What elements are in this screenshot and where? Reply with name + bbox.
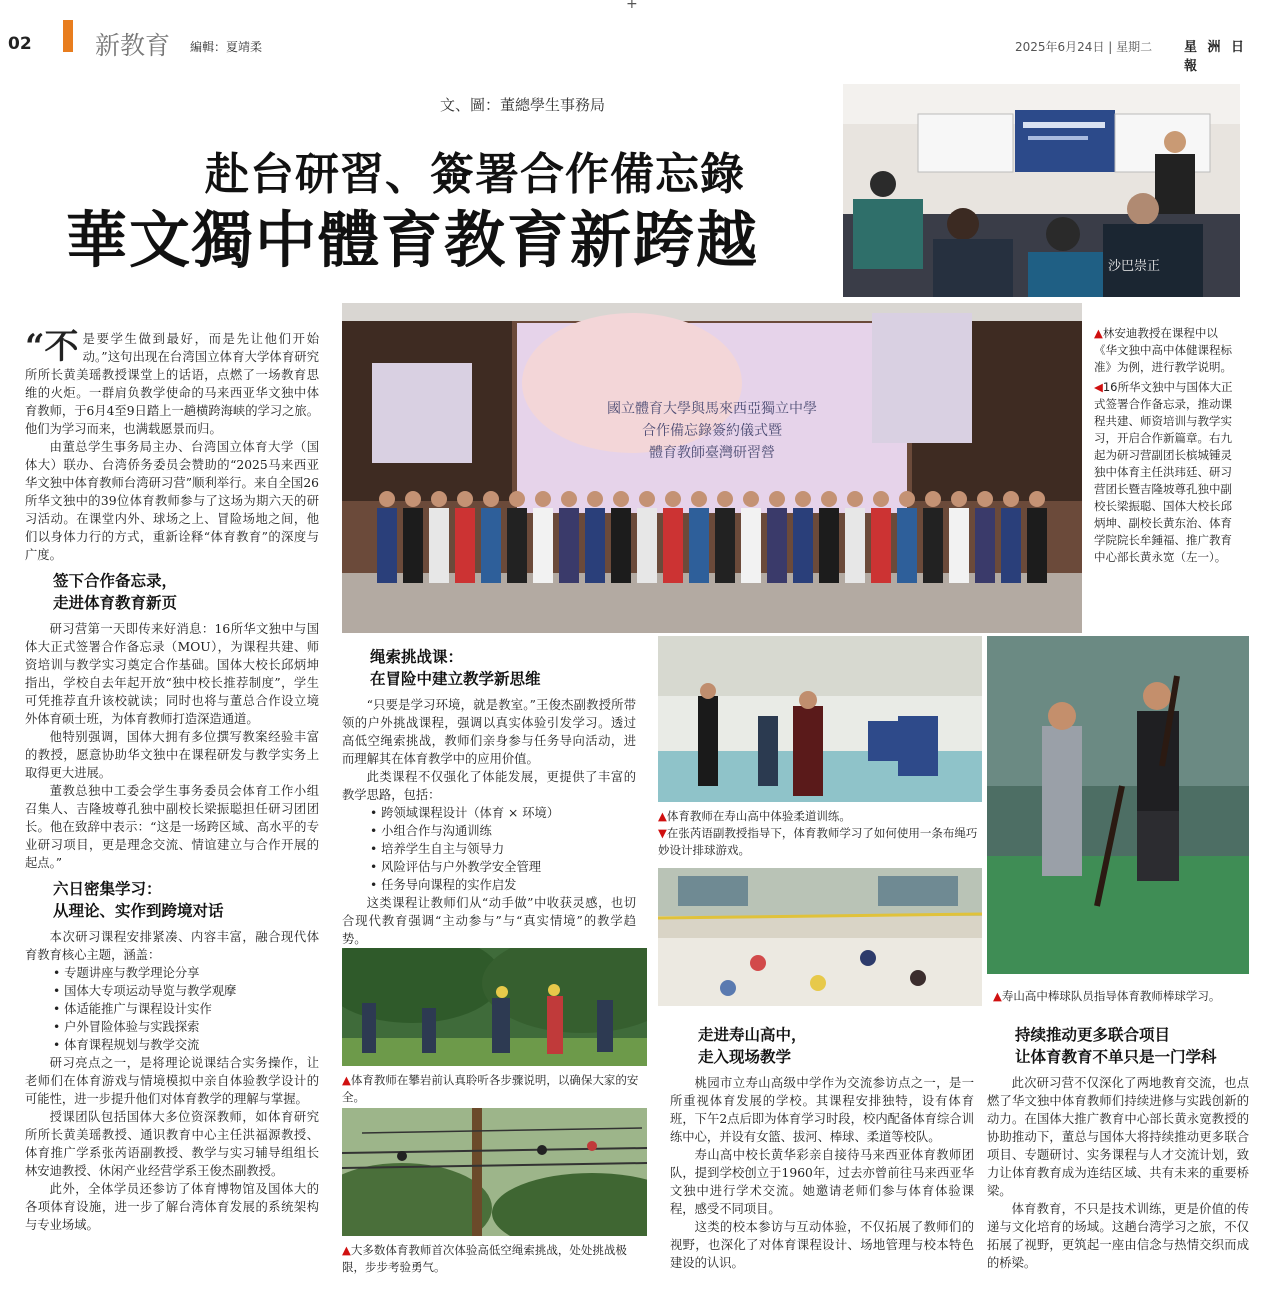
paragraph: 由董总学生事务局主办、台湾国立体育大学（国体大）联办、台湾侨务委员会赞助的“2025马来西亚华文独中体育教师台湾研习营”顺利举行。来自全国26所华文独中的39位体育教师参与了这场为期六天的研习活动。在课堂内外、球场之上、冒险场地之间，他们以身体力行的方式，重新诠释“体育教育”的深度与广度。 bbox=[25, 440, 319, 562]
person-head bbox=[977, 491, 993, 507]
person-figure bbox=[663, 508, 683, 583]
list-item: • 户外冒险体验与实践探索 bbox=[53, 1018, 319, 1036]
caption-ropes-course: ▲大多数体育教师首次体验高低空绳索挑战，处处挑战极限，步步考验勇气。 bbox=[342, 1243, 627, 1274]
banner-line-3: 體育教師臺灣研習營 bbox=[649, 445, 775, 461]
person-figure bbox=[611, 508, 631, 583]
person-head bbox=[899, 491, 915, 507]
headline-main: 華文獨中體育教育新跨越 bbox=[66, 205, 760, 276]
classroom-photo bbox=[843, 84, 1240, 297]
masthead-logo: 星 洲 日 報 bbox=[1184, 40, 1248, 74]
person-head bbox=[613, 491, 629, 507]
person-head bbox=[1003, 491, 1019, 507]
paragraph: 他特别强调，国体大拥有多位撰写教案经验丰富的教授，愿意协助华文独中在课程研发与教学实务上取得更大进展。 bbox=[25, 730, 319, 780]
person-figure bbox=[897, 508, 917, 583]
person-head bbox=[379, 491, 395, 507]
person-head bbox=[821, 491, 837, 507]
person-head bbox=[691, 491, 707, 507]
person-figure bbox=[949, 508, 969, 583]
person-figure bbox=[689, 508, 709, 583]
topics-list bbox=[25, 964, 319, 1054]
page-number: 02 bbox=[8, 34, 32, 54]
subheading-continuing: 持续推动更多联合项目 让体育教育不单只是一门学科 bbox=[1015, 1026, 1217, 1066]
person-figure bbox=[975, 508, 995, 583]
drop-cap: “不 bbox=[25, 327, 79, 367]
person-head bbox=[483, 491, 499, 507]
person-figure bbox=[403, 508, 423, 583]
person-figure bbox=[585, 508, 605, 583]
person-figure bbox=[767, 508, 787, 583]
person-figure bbox=[533, 508, 553, 583]
person-figure bbox=[871, 508, 891, 583]
person-figure bbox=[923, 508, 943, 583]
issue-date: 2025年6月24日 | 星期二 bbox=[1015, 40, 1153, 54]
subheading-shoushan: 走进寿山高中， 走入现场教学 bbox=[698, 1026, 807, 1066]
list-item: • 跨领域课程设计（体育 × 环境） bbox=[370, 804, 636, 822]
subheading-six-days: 六日密集学习： 从理论、实作到跨境对话 bbox=[53, 880, 224, 920]
person-head bbox=[769, 491, 785, 507]
person-head bbox=[951, 491, 967, 507]
person-figure bbox=[455, 508, 475, 583]
list-item: • 体育课程规划与教学交流 bbox=[53, 1036, 319, 1054]
section-accent-bar bbox=[63, 20, 73, 52]
editor-credit: 編輯：夏靖柔 bbox=[190, 40, 263, 54]
banner-line-1: 國立體育大學與馬來西亞獨立中學 bbox=[607, 401, 817, 417]
paragraph: 此次研习营不仅深化了两地教育交流，也点燃了华文独中体育教师们持续进修与实践创新的动力。在国体大推广教育中心部长黄永宽教授的协助推动下，董总与国体大将持续推动更多联合项目、专题研讨、实务课程与人才交流计划，致力让体育教育成为连结区域、共有未来的重要桥梁。 bbox=[987, 1076, 1249, 1198]
person-head bbox=[847, 491, 863, 507]
ropes-course-photo bbox=[342, 1108, 647, 1236]
caption-climbing-briefing: ▲体育教师在攀岩前认真聆听各步骤说明，以确保大家的安全。 bbox=[342, 1073, 639, 1104]
paragraph: 此类课程不仅强化了体能发展，更提供了丰富的教学思路，包括： bbox=[342, 770, 636, 802]
paragraph: 体育教育，不只是技术训练，更是价值的传递与文化培育的场域。这趟台湾学习之旅，不仅拓展了视野，更筑起一座由信念与热情交织而成的桥梁。 bbox=[987, 1202, 1249, 1270]
paragraph: 研习营第一天即传来好消息：16所华文独中与国体大正式签署合作备忘录（MOU），为课程共建、师资培训与教学实习奠定合作基础。国体大校长邱炳坤指出，学校自去年起开放“独中校长推荐制度”，学生可凭推荐直升该校就读；同时也将与董总合作设立境外体育硕士班，为体育教师打造深造通道。 bbox=[25, 622, 319, 726]
article-column-3 bbox=[670, 1024, 974, 1272]
person-figure bbox=[1027, 508, 1047, 583]
article-column-2 bbox=[342, 646, 636, 948]
list-item: • 风险评估与户外教学安全管理 bbox=[370, 858, 636, 876]
paragraph: 研习亮点之一，是将理论说课结合实务操作，让老师们在体育游戏与情境模拟中亲自体验教学设计的可能性，进一步提升他们对体育教学的理解与掌握。 bbox=[25, 1056, 319, 1106]
byline: 文、圖：董總學生事務局 bbox=[440, 96, 606, 114]
volleyball-game-photo bbox=[658, 868, 982, 1006]
person-head bbox=[743, 491, 759, 507]
list-item: • 专题讲座与教学理论分享 bbox=[53, 964, 319, 982]
baseball-photo bbox=[987, 636, 1249, 974]
caption-baseball: ▲寿山高中棒球队员指导体育教师棒球学习。 bbox=[993, 989, 1221, 1003]
person-head bbox=[431, 491, 447, 507]
banner-line-2: 合作備忘錄簽約儀式暨 bbox=[642, 423, 782, 439]
person-head bbox=[639, 491, 655, 507]
signing-ceremony-photo bbox=[342, 303, 1082, 633]
person-head bbox=[925, 491, 941, 507]
section-title: 新教育 bbox=[95, 31, 171, 60]
paragraph: 桃园市立寿山高级中学作为交流参访点之一，是一所重视体育发展的学校。其课程安排独特，设有体育班，下午2点后即为体育学习时段，校内配备体育综合训练中心，并设有女篮、拔河、棒球、柔道等校队。 bbox=[670, 1076, 974, 1144]
paragraph: 寿山高中校长黄华彩亲自接待马来西亚体育教师团队，提到学校创立于1960年，过去亦曾前往马来西亚华文独中进行学术交流。她邀请老师们参与体育体验课程，感受不同项目。 bbox=[670, 1148, 974, 1216]
list-item: • 国体大专项运动导览与教学观摩 bbox=[53, 982, 319, 1000]
paragraph: 这类的校本参访与互动体验，不仅拓展了教师们的视野，也深化了对体育课程设计、场地管理与校本特色建设的认识。 bbox=[670, 1220, 974, 1270]
paragraph: 本次研习课程安排紧凑、内容丰富，融合现代体育教育核心主题，涵盖： bbox=[25, 930, 319, 962]
person-head bbox=[535, 491, 551, 507]
person-head bbox=[873, 491, 889, 507]
list-item: • 体适能推广与课程设计实作 bbox=[53, 1000, 319, 1018]
judo-photo bbox=[658, 636, 982, 802]
person-head bbox=[457, 491, 473, 507]
caption-classroom: ▲林安迪教授在课程中以《华文独中高中体健课程标准》为例，进行教学说明。 bbox=[1094, 326, 1232, 374]
person-head bbox=[509, 491, 525, 507]
person-head bbox=[561, 491, 577, 507]
person-head bbox=[717, 491, 733, 507]
caption-signing: ◀16所华文独中与国体大正式签署合作备忘录，推动课程共建、师资培训与教学实习，开启合作新篇章。右九起为研习营副团长槟城锺灵独中体育主任洪玮廷、研习营团长暨吉隆坡尊孔独中副校长梁振聪、国体大校长邱炳坤、副校长黄东治、体育学院院长牟鍾福、推广教育中心部长黄永宽（左一）。 bbox=[1094, 380, 1233, 564]
person-figure bbox=[715, 508, 735, 583]
article-column-1 bbox=[25, 327, 320, 1234]
person-head bbox=[405, 491, 421, 507]
subheading-mou: 签下合作备忘录， 走进体育教育新页 bbox=[53, 572, 178, 612]
shirt-lettering: 沙巴崇正 bbox=[1108, 259, 1161, 274]
article-column-4 bbox=[987, 1024, 1249, 1272]
person-figure bbox=[507, 508, 527, 583]
crop-mark: + bbox=[626, 0, 638, 12]
paragraph: “只要是学习环境，就是教室。”王俊杰副教授所带领的户外挑战课程，强调以真实体验引发学习。透过高低空绳索挑战，教师们亲身参与任务导向活动，进而理解其在体育教学中的应用价值。 bbox=[342, 698, 636, 766]
person-figure bbox=[481, 508, 501, 583]
headline-kicker: 赴台研習、簽署合作備忘錄 bbox=[205, 149, 745, 200]
person-head bbox=[1029, 491, 1045, 507]
person-figure bbox=[793, 508, 813, 583]
person-head bbox=[665, 491, 681, 507]
subheading-rope: 绳索挑战课： 在冒险中建立教学新思维 bbox=[370, 648, 541, 688]
rope-benefits-list bbox=[342, 804, 636, 894]
person-head bbox=[587, 491, 603, 507]
list-item: • 任务导向课程的实作启发 bbox=[370, 876, 636, 894]
paragraph: 这类课程让教师们从“动手做”中收获灵感，也切合现代教育强调“主动参与”与“真实情境”的教学趋势。 bbox=[342, 896, 636, 946]
climbing-briefing-photo bbox=[342, 948, 647, 1066]
person-figure bbox=[741, 508, 761, 583]
person-figure bbox=[637, 508, 657, 583]
list-item: • 培养学生自主与领导力 bbox=[370, 840, 636, 858]
paragraph: 董教总独中工委会学生事务委员会体育工作小组召集人、吉隆坡尊孔独中副校长梁振聪担任研习团团长。他在致辞中表示：“这是一场跨区域、高水平的专业研习项目，更是理念交流、情谊建立与合作开展的起点。” bbox=[25, 784, 319, 870]
caption-judo: ▲体育教师在寿山高中体验柔道训练。 ▼在张芮语副教授指导下，体育教师学习了如何使用一条布绳巧妙设计排球游戏。 bbox=[658, 809, 978, 857]
person-figure bbox=[1001, 508, 1021, 583]
person-figure bbox=[377, 508, 397, 583]
person-figure bbox=[819, 508, 839, 583]
list-item: • 小组合作与沟通训练 bbox=[370, 822, 636, 840]
intro-paragraph: “不是要学生做到最好，而是先让他们开始动。”这句出现在台湾国立体育大学体育研究所所长黄美瑶教授课堂上的话语，点燃了一场教育思维的火炬。一群肩负教学使命的马来西亚华文独中体育教师，于6月4至9日踏上一趟横跨海峡的学习之旅。他们为学习而来，也满载愿景而归。 bbox=[25, 327, 320, 436]
person-figure bbox=[429, 508, 449, 583]
person-figure bbox=[845, 508, 865, 583]
person-head bbox=[795, 491, 811, 507]
person-figure bbox=[559, 508, 579, 583]
paragraph: 授课团队包括国体大多位资深教师，如体育研究所所长黄美瑶教授、通识教育中心主任洪福源教授、体育推广学系张芮语副教授、教学与实习辅导组组长林安迪教授、休闲产业经营学系王俊杰副教授。 bbox=[25, 1110, 319, 1178]
paragraph: 此外，全体学员还参访了体育博物馆及国体大的各项体育设施，进一步了解台湾体育发展的系统架构与专业场域。 bbox=[25, 1182, 319, 1232]
